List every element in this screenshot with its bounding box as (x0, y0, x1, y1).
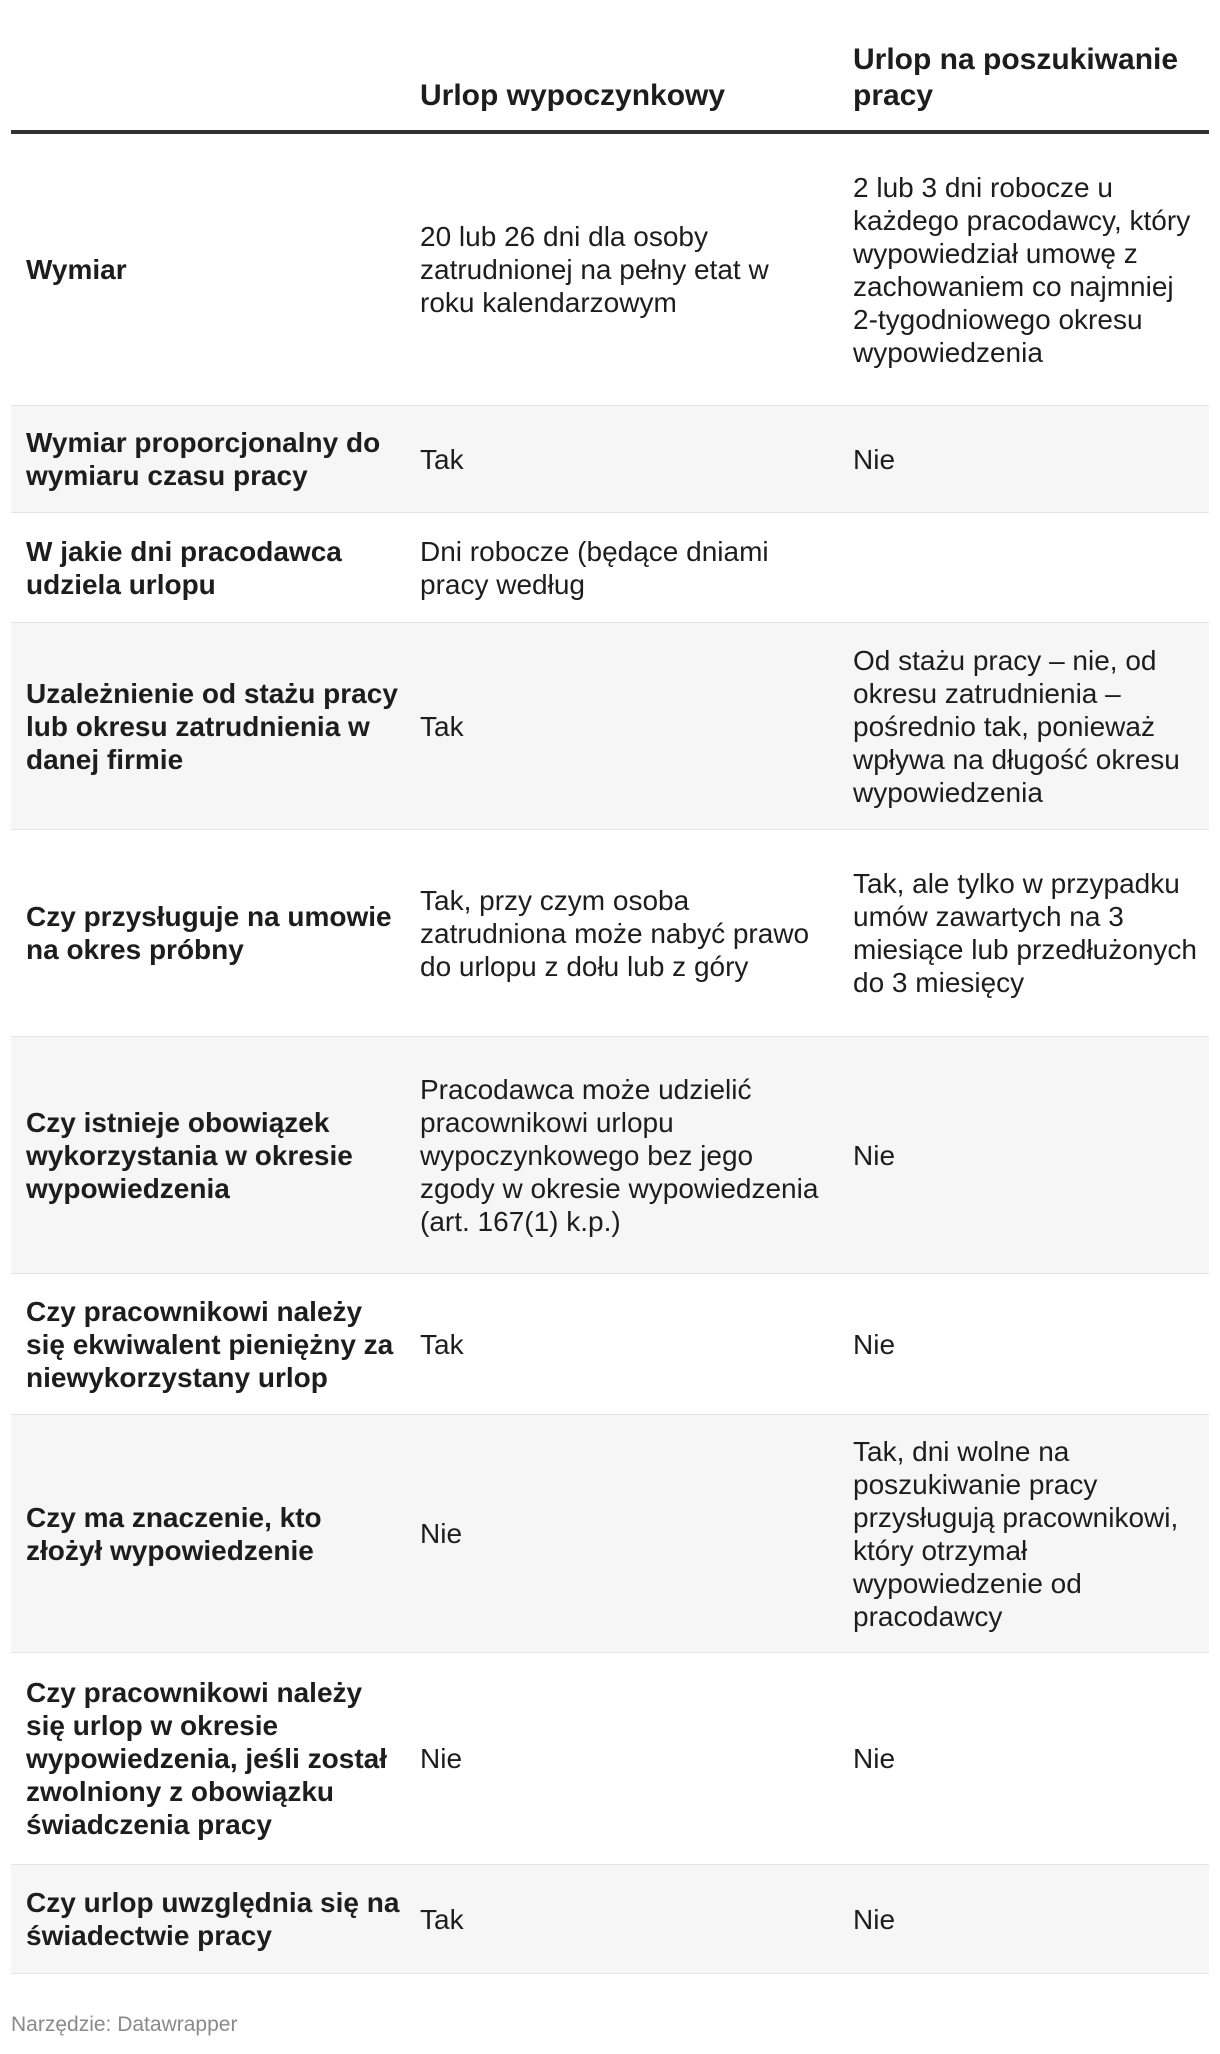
cell-wypoczynkowy: Tak, przy czym osoba zatrudniona może nabyć prawo do urlopu z dołu lub z góry (420, 884, 810, 982)
cell-wypoczynkowy: Tak (420, 443, 464, 475)
row-label: Uzależnienie od stażu pracy lub okresu zatrudnienia w danej firmie (26, 677, 398, 775)
row-label: Czy urlop uwzględnia się na świadectwie pracy (26, 1887, 400, 1951)
row-label: Czy istnieje obowiązek wykorzystania w okresie wypowiedzenia (26, 1106, 353, 1204)
cell-poszukiwanie: Tak, ale tylko w przypadku umów zawartych na 3 miesiące lub przedłużonych do 3 miesięcy (853, 868, 1197, 998)
cell-wypoczynkowy: Dni robocze (będące dniami pracy według (420, 535, 769, 600)
header-cell-urlop-poszukiwanie: Urlop na poszukiwanie pracy (853, 43, 1179, 112)
cell-wypoczynkowy: Tak (420, 1328, 464, 1360)
cell-wypoczynkowy: 20 lub 26 dni dla osoby zatrudnionej na pełny etat w roku kalendarzowym (420, 221, 769, 318)
cell-poszukiwanie: 2 lub 3 dni robocze u każdego pracodawcy, który wypowiedział umowę z zachowaniem co najmniej 2-tygodniowego okresu wypowiedzenia (853, 171, 1191, 368)
row-label: Czy przysługuje na umowie na okres próbny (26, 901, 392, 965)
cell-poszukiwanie: Nie (853, 1139, 896, 1171)
table-row (11, 406, 1209, 513)
table-row (11, 830, 1209, 1037)
table-row (11, 1037, 1209, 1274)
cell-wypoczynkowy: Pracodawca może udzielić pracownikowi urlopu wypoczynkowego bez jego zgody w okresie wypowiedzenia (art. 167(1) k.p.) (420, 1073, 819, 1237)
cell-poszukiwanie: Nie (853, 443, 896, 475)
table-row (11, 1865, 1209, 1974)
table-header (11, 0, 1209, 134)
table-row (11, 134, 1209, 406)
table-row (11, 1415, 1209, 1653)
header-cell-urlop-wypoczynkowy: Urlop wypoczynkowy (420, 79, 726, 112)
cell-poszukiwanie: Nie (853, 1328, 896, 1360)
table-row (11, 1653, 1209, 1865)
cell-poszukiwanie: Nie (853, 1903, 896, 1935)
cell-wypoczynkowy: Nie (420, 1743, 463, 1774)
row-label: Wymiar (26, 254, 127, 285)
row-label: Wymiar proporcjonalny do wymiaru czasu pracy (26, 427, 381, 491)
cell-wypoczynkowy: Tak (420, 1903, 464, 1935)
table-row (11, 513, 1209, 623)
table-row (11, 623, 1209, 830)
row-label: W jakie dni pracodawca udziela urlopu (26, 535, 342, 600)
comparison-table (11, 0, 1209, 1974)
cell-wypoczynkowy: Nie (420, 1518, 463, 1549)
source-note: Narzędzie: Datawrapper (11, 2013, 238, 2036)
cell-poszukiwanie: Nie (853, 1743, 896, 1774)
row-label: Czy pracownikowi należy się ekwiwalent pieniężny za niewykorzystany urlop (26, 1295, 394, 1393)
table-row (11, 1274, 1209, 1415)
cell-poszukiwanie: Tak, dni wolne na poszukiwanie pracy przysługują pracownikowi, który otrzymał wypowiedzenie od pracodawcy (853, 1435, 1179, 1632)
cell-poszukiwanie: Od stażu pracy – nie, od okresu zatrudnienia – pośrednio tak, ponieważ wpływa na długość okresu wypowiedzenia (853, 644, 1180, 808)
row-label: Czy pracownikowi należy się urlop w okresie wypowiedzenia, jeśli został zwolniony z obowiązku świadczenia pracy (26, 1677, 387, 1840)
row-label: Czy ma znaczenie, kto złożył wypowiedzenie (26, 1501, 322, 1566)
cell-wypoczynkowy: Tak (420, 710, 464, 742)
